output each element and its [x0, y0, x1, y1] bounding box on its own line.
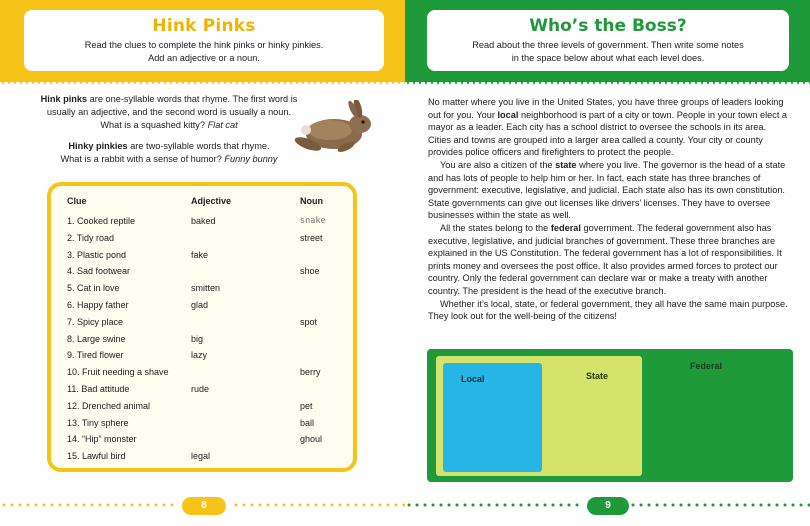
clue-cell: 10. Fruit needing a shave [67, 367, 169, 378]
table-row [51, 247, 353, 264]
divider-dot [736, 504, 739, 507]
right-header-card [427, 10, 789, 71]
clue-cell: 13. Tiny sphere [67, 417, 129, 428]
clue-cell: 1. Cooked reptile [67, 216, 136, 226]
divider-dot [267, 504, 270, 507]
table-row [51, 314, 353, 331]
divider-dot [91, 504, 94, 507]
divider-dot [291, 504, 294, 507]
local-label: Local [461, 374, 485, 384]
divider-dot [496, 504, 499, 507]
clue-cell: 5. Cat in love [67, 283, 120, 294]
adjective-cell[interactable]: legal [191, 451, 211, 462]
text-run: neighborhood is part of a city or town. People in your town elect a mayor as a leader. Each city has a school district to oversee the schools in its area. Cities and towns are grouped into a larger area called a county. Your city or county provides police officers and firefighters to protect the people. [428, 109, 788, 158]
clue-cell: 2. Tidy road [67, 232, 115, 243]
adjective-cell[interactable]: big [191, 333, 204, 344]
table-row [51, 448, 353, 465]
text-run: No matter where you live in the United States, you have three groups of leaders looking out for you. Your [428, 97, 784, 120]
text-run: Whether it’s local, state, or federal government, they all have the same main purpose. They look out for the well-being of the citizens! [428, 298, 788, 322]
clue-cell: 14. “Hip” monster [67, 434, 137, 445]
divider-dot [3, 504, 6, 507]
table-rows [51, 213, 353, 465]
divider-dot [43, 504, 46, 507]
table-row [51, 431, 353, 448]
article-paragraph [428, 222, 788, 298]
divider-dot [131, 504, 134, 507]
divider-dot [656, 504, 659, 507]
article-text [428, 96, 788, 323]
table-row [51, 213, 353, 230]
instruction-line: Add an adjective or a noun. [148, 53, 260, 63]
divider-dot [504, 504, 507, 507]
instruction-line: in the space below about what each level does. [511, 53, 705, 63]
definition: are one-syllable words that rhyme. The first word is usually an adjective, and the second word is usually a noun. [46, 94, 298, 117]
key-term: state [555, 159, 577, 170]
divider-dot [648, 504, 651, 507]
divider-dot [51, 504, 54, 507]
example-answer: Funny bunny [224, 154, 278, 164]
divider-dot [640, 504, 643, 507]
text-run: government. The federal government also has executive, legislative, and judicial branches of government. These three branches are explained in the US Constitution. The federal government has a lot of responsibilities. It prints money and oversees the post office. It also provides armed forces to protect our country. Only the federal government can declare war or make a treaty with another country. The president is the head of the executive branch. [428, 222, 782, 296]
page-number: 9 [587, 497, 629, 515]
example-question: What is a squashed kitty? [100, 120, 208, 130]
intro-hink-pinks [30, 93, 308, 132]
divider-dot [416, 504, 419, 507]
column-header-adjective: Adjective [191, 196, 232, 206]
divider-dot [784, 504, 787, 507]
divider-dot [363, 504, 366, 507]
right-page [405, 0, 810, 526]
table-row [51, 381, 353, 398]
divider-dot [528, 504, 531, 507]
intro-text [30, 93, 308, 174]
divider-dot [568, 504, 571, 507]
divider-dot [299, 504, 302, 507]
noun-cell[interactable]: spot [300, 316, 318, 327]
divider-dot [408, 504, 411, 507]
instruction-line: Read about the three levels of government. Then write some notes [472, 40, 744, 50]
divider-dot [696, 504, 699, 507]
government-notes-diagram [427, 349, 793, 482]
divider-dot [331, 504, 334, 507]
table-row [51, 297, 353, 314]
clue-cell: 15. Lawful bird [67, 451, 126, 462]
adjective-cell[interactable]: fake [191, 249, 209, 260]
divider-dot [552, 504, 555, 507]
example-answer: Flat cat [207, 120, 238, 130]
divider-dot [275, 504, 278, 507]
divider-dot [672, 504, 675, 507]
divider-dot [67, 504, 70, 507]
divider-dot [488, 504, 491, 507]
term: Hinky pinkies [68, 141, 128, 151]
divider-dot [251, 504, 254, 507]
divider-dot [315, 504, 318, 507]
adjective-cell[interactable]: smitten [191, 283, 221, 294]
noun-cell[interactable]: snake [300, 216, 326, 226]
divider-dot [235, 504, 238, 507]
divider-dot [728, 504, 731, 507]
article-paragraph [428, 159, 788, 222]
table-row [51, 347, 353, 364]
instructions [24, 39, 384, 65]
adjective-cell[interactable]: baked [191, 216, 216, 226]
divider-dot [387, 504, 390, 507]
divider-dot [355, 504, 358, 507]
divider-dot [155, 504, 158, 507]
divider-dot [536, 504, 539, 507]
noun-cell[interactable]: pet [300, 400, 313, 411]
intro-hinky-pinkies [30, 140, 308, 166]
page-title: Hink Pinks [152, 16, 256, 36]
table-row [51, 415, 353, 432]
divider-dot [243, 504, 246, 507]
term: Hink pinks [40, 94, 88, 104]
table-row [51, 331, 353, 348]
table-row [51, 263, 353, 280]
divider-dot [632, 504, 635, 507]
right-zigzag-edge [405, 78, 810, 86]
page-number: 8 [182, 497, 226, 515]
state-notes-area[interactable] [436, 356, 642, 476]
noun-cell[interactable]: ghoul [300, 434, 323, 445]
table-row [51, 280, 353, 297]
noun-cell[interactable]: street [300, 232, 323, 243]
divider-dot [259, 504, 262, 507]
divider-dot [19, 504, 22, 507]
left-zigzag-edge [0, 78, 405, 86]
divider-dot [576, 504, 579, 507]
clue-cell: 9. Tired flower [67, 350, 124, 361]
divider-dot [760, 504, 763, 507]
clue-cell: 11. Bad attitude [67, 383, 130, 394]
column-header-noun: Noun [300, 196, 323, 206]
divider-dot [744, 504, 747, 507]
divider-dot [307, 504, 310, 507]
divider-dot [123, 504, 126, 507]
divider-dot [664, 504, 667, 507]
local-notes-area[interactable] [443, 363, 542, 472]
divider-dot [512, 504, 515, 507]
divider-dot [35, 504, 38, 507]
article-paragraph [428, 96, 788, 159]
divider-dot [456, 504, 459, 507]
divider-dot [720, 504, 723, 507]
example-question: What is a rabbit with a sense of humor? [60, 154, 225, 164]
adjective-cell[interactable]: glad [191, 299, 209, 310]
left-header-card [24, 10, 384, 71]
divider-dot [75, 504, 78, 507]
table-row [51, 398, 353, 415]
divider-dot [283, 504, 286, 507]
clue-cell: 6. Happy father [67, 299, 129, 310]
noun-cell[interactable]: shoe [300, 266, 320, 277]
divider-dot [800, 504, 803, 507]
page-title: Who’s the Boss? [529, 16, 687, 36]
federal-label: Federal [690, 361, 723, 371]
divider-dot [472, 504, 475, 507]
key-term: federal [550, 222, 581, 233]
divider-dot [115, 504, 118, 507]
divider-dot [395, 504, 398, 507]
divider-dot [688, 504, 691, 507]
divider-dot [59, 504, 62, 507]
divider-dot [768, 504, 771, 507]
divider-dot [171, 504, 174, 507]
article-paragraph [428, 298, 788, 323]
divider-dot [448, 504, 451, 507]
divider-dot [379, 504, 382, 507]
table-row [51, 230, 353, 247]
divider-dot [544, 504, 547, 507]
divider-dot [432, 504, 435, 507]
divider-dot [371, 504, 374, 507]
clue-cell: 7. Spicy place [67, 316, 124, 327]
divider-dot [424, 504, 427, 507]
definition: are two-syllable words that rhyme. [127, 141, 270, 151]
divider-dot [163, 504, 166, 507]
text-run: All the states belong to the [440, 222, 551, 233]
divider-dot [480, 504, 483, 507]
noun-cell[interactable]: berry [300, 367, 321, 378]
divider-dot [440, 504, 443, 507]
key-term: local [497, 109, 519, 120]
text-run: You are also a citizen of the [440, 159, 556, 170]
divider-dot [792, 504, 795, 507]
hink-pinks-table [47, 182, 357, 472]
clue-cell: 4. Sad footwear [67, 266, 131, 277]
state-label: State [586, 371, 609, 381]
table-row [51, 364, 353, 381]
divider-dot [339, 504, 342, 507]
divider-dot [147, 504, 150, 507]
clue-cell: 8. Large swine [67, 333, 126, 344]
divider-dot [464, 504, 467, 507]
clue-cell: 12. Drenched animal [67, 400, 151, 411]
divider-dot [11, 504, 14, 507]
column-header-clue: Clue [67, 196, 87, 206]
noun-cell[interactable]: ball [300, 417, 315, 428]
divider-dot [680, 504, 683, 507]
divider-dot [347, 504, 350, 507]
rabbit-image [290, 100, 380, 162]
adjective-cell[interactable]: lazy [191, 350, 208, 361]
divider-dot [99, 504, 102, 507]
divider-dot [560, 504, 563, 507]
divider-dot [323, 504, 326, 507]
clue-cell: 3. Plastic pond [67, 249, 127, 260]
divider-dot [752, 504, 755, 507]
divider-dot [27, 504, 30, 507]
divider-dot [139, 504, 142, 507]
divider-dot [712, 504, 715, 507]
divider-dot [776, 504, 779, 507]
divider-dot [704, 504, 707, 507]
divider-dot [107, 504, 110, 507]
text-run: where you live. The governor is the head of a state and has lots of people to help him or her. In fact, each state has three branches of government: executive, legislative, and judicial. Each state also has its own constitution. State governments can give out licenses like drivers’ licenses. They have to oversee businesses within the state as well. [428, 159, 786, 221]
adjective-cell[interactable]: rude [191, 383, 210, 394]
divider-dot [83, 504, 86, 507]
instructions [427, 39, 789, 65]
divider-dot [520, 504, 523, 507]
instruction-line: Read the clues to complete the hink pinks or hinky pinkies. [84, 40, 324, 50]
